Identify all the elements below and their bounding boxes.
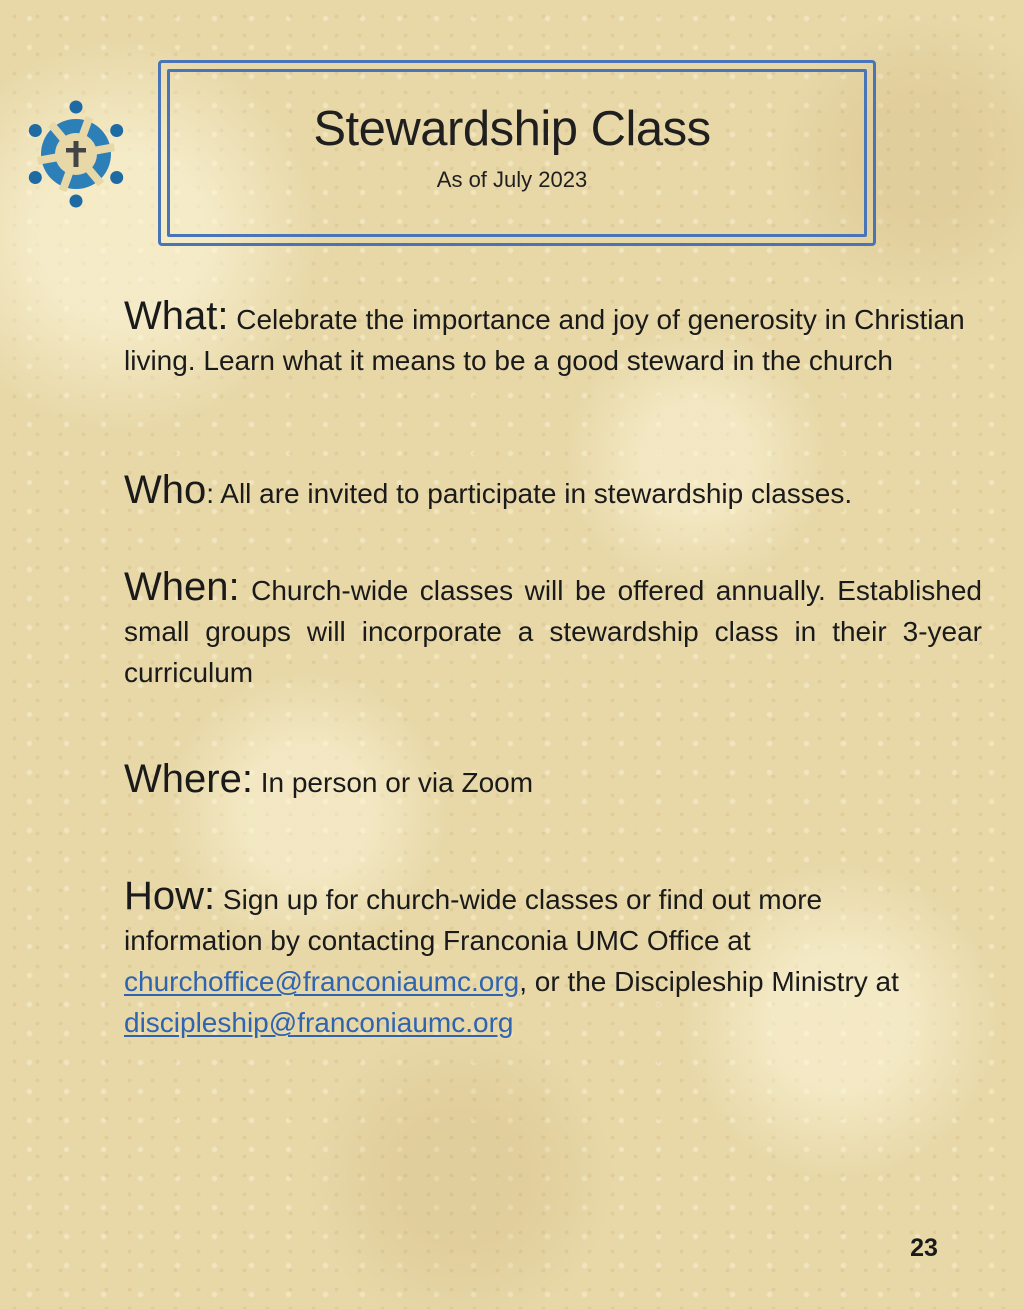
how-heading: How: xyxy=(124,874,216,918)
what-text: Celebrate the importance and joy of generosity in Christian living. Learn what it means to be a good steward in the church xyxy=(124,304,965,376)
section-when xyxy=(124,567,982,693)
where-heading: Where: xyxy=(124,757,253,801)
when-text: Church-wide classes will be offered annually. Established small groups will incorporate a stewardship class in their 3-year curriculum xyxy=(124,575,983,688)
discipleship-email-link[interactable]: discipleship@franconiaumc.org xyxy=(124,1007,514,1038)
page-title: Stewardship Class xyxy=(313,102,711,156)
what-heading: What: xyxy=(124,294,229,338)
who-text: : All are invited to participate in stewardship classes. xyxy=(206,478,853,509)
how-text: Sign up for church-wide classes or find out more information by contacting Franconia UMC Office at xyxy=(124,884,823,956)
section-who xyxy=(124,470,982,514)
who-heading: Who xyxy=(124,468,207,512)
where-text: In person or via Zoom xyxy=(260,767,534,798)
when-heading: When: xyxy=(124,565,240,609)
section-how xyxy=(124,876,954,1043)
section-where xyxy=(124,759,982,803)
section-what xyxy=(124,296,982,381)
page-subtitle: As of July 2023 xyxy=(436,167,588,192)
page-number: 23 xyxy=(910,1234,938,1262)
office-email-link[interactable]: churchoffice@franconiaumc.org xyxy=(124,966,520,997)
how-middle-text: , or the Discipleship Ministry at xyxy=(519,966,899,997)
